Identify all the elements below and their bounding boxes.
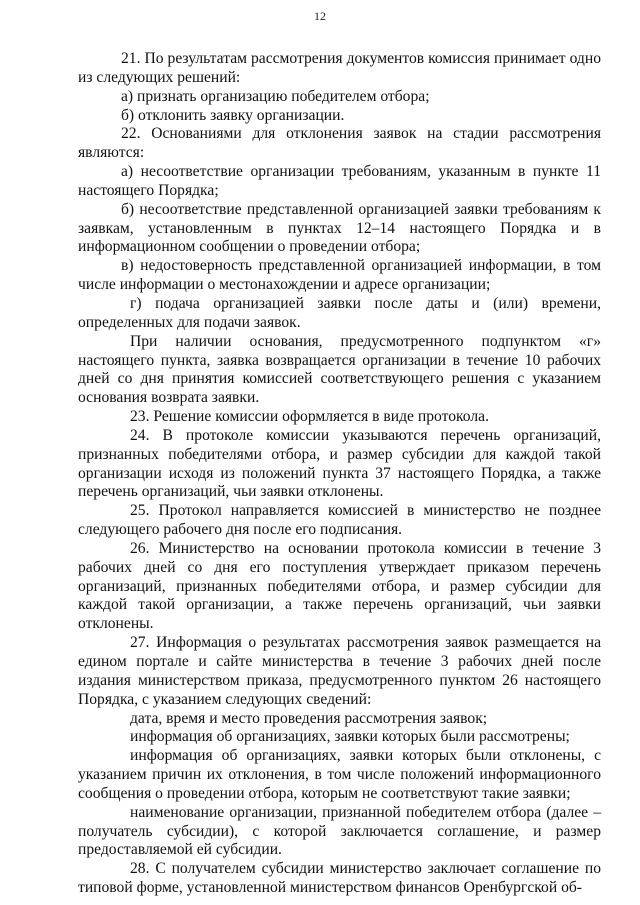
paragraph: б) несоответствие представленной организацией заявки требованиям к заявкам, установленным в пунктах 12–14 настоящего Порядка и в информационном сообщении о проведении отбора; (78, 200, 601, 256)
paragraph: информация об организациях, заявки которых были отклонены, с указанием причин их отклонения, в том числе положений информационного сообщения о проведении отбора, которым не соответствуют такие заявки; (78, 747, 601, 802)
paragraph: наименование организации, признанной победителем отбора (далее – получатель субсидии), с которой заключается соглашение, и размер предоставляемой ей субсидии. (78, 803, 601, 859)
paragraph: 27. Информация о результатах рассмотрения заявок размещается на едином портале и сайте министерства в течение 3 рабочих дней после издания министерством приказа, предусмотренного пунктом 26 настоящего Порядка, с указанием следующих сведений: (78, 634, 601, 708)
paragraph: г) подача организацией заявки после даты и (или) времени, определенных для подачи заявок. (78, 294, 601, 331)
paragraph: информация об организациях, заявки которых были рассмотрены; (130, 728, 570, 746)
document-body (78, 50, 601, 898)
paragraph: в) недостоверность представленной организацией информации, в том числе информации о местонахождении и адресе организации; (78, 257, 601, 294)
paragraph: б) отклонить заявку организации. (121, 106, 345, 124)
paragraph: 24. В протоколе комиссии указываются перечень организаций, признанных победителями отбора, и размер субсидии для каждой такой организации исходя из положений пункта 37 настоящего Порядка, а также перечень организаций, чьи заявки отклонены. (78, 426, 601, 501)
paragraph: При наличии основания, предусмотренного подпунктом «г» настоящего пункта, заявка возвращается организации в течение 10 рабочих дней со дня принятия комиссией соответствующего решения с указанием основания возврата заявки. (78, 332, 601, 407)
paragraph: а) признать организацию победителем отбора; (121, 87, 430, 105)
paragraph: дата, время и место проведения рассмотрения заявок; (130, 709, 488, 727)
paragraph: 26. Министерство на основании протокола комиссии в течение 3 рабочих дней со дня его поступления утверждает приказом перечень организаций, признанных победителями отбора, и размер субсидии для каждой такой организации, а также перечень организаций, чьи заявки отклонены. (78, 539, 601, 633)
page-number: 12 (314, 9, 326, 23)
paragraph: а) несоответствие организации требованиям, указанным в пункте 11 настоящего Порядка; (78, 163, 601, 199)
paragraph: 25. Протокол направляется комиссией в министерство не позднее следующего рабочего дня после его подписания. (78, 502, 601, 539)
paragraph: 23. Решение комиссии оформляется в виде протокола. (130, 408, 489, 426)
paragraph: 28. С получателем субсидии министерство заключает соглашение по типовой форме, установленной министерством финансов Оренбургской об- (78, 860, 601, 897)
paragraph: 22. Основаниями для отклонения заявок на стадии рассмотрения являются: (78, 125, 601, 162)
paragraph: 21. По результатам рассмотрения документов комиссия принимает одно из следующих решений: (78, 50, 601, 86)
